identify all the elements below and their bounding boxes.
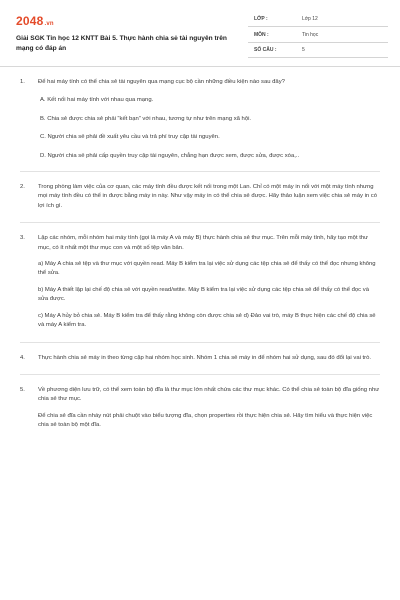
question-number: 1. <box>20 79 25 85</box>
question-1 <box>20 78 380 161</box>
meta-value: Tin học <box>302 31 319 38</box>
logo-suffix: .vn <box>44 21 54 27</box>
question-number: 4. <box>20 354 25 361</box>
answer-option-a: A. Kết nối hai máy tính với nhau qua mạng. <box>40 97 154 104</box>
question-number: 2. <box>20 184 25 191</box>
question-paragraph: Để chia sẻ đĩa cần nháy nút phải chuột vào biểu tượng đĩa, chọn properties rồi thực hiện chia sẻ. Hãy tìm hiểu và thực hiện việc chia sẻ toàn bộ một đĩa. <box>38 412 373 429</box>
site-logo[interactable] <box>16 14 54 28</box>
question-list <box>20 78 380 431</box>
meta-row-subject <box>248 30 388 43</box>
question-part-a: a) Máy A chia sẻ tệp và thư mục với quyền read. Máy B kiểm tra lại việc sử dụng các tệp chia sẻ để thấy có thể đọc nhưng không thể sửa. <box>38 261 376 277</box>
question-number: 5. <box>20 386 25 393</box>
question-2 <box>20 183 380 211</box>
question-text: Trong phòng làm việc của cơ quan, các máy tính đều được kết nối trong một Lan. Chỉ có một máy in nối với một máy tính nhưng mọi máy tính đều có thể in được bằng máy in này. Như vậy máy in có thể chia sẻ được. Hãy thảo luận xem việc chia sẻ máy in có lợi ích gì. <box>38 184 378 209</box>
meta-table <box>248 14 388 61</box>
answer-option-b: B. Chia sẻ được chia sẻ phải “kết bạn” với nhau, tương tự như trên mạng xã hội. <box>40 115 252 122</box>
meta-row-count <box>248 45 388 58</box>
header-divider <box>0 66 400 67</box>
document-header <box>16 14 388 64</box>
question-part-b: b) Máy A thiết lập lại chế độ chia sẻ với quyền read/wtite. Máy B kiểm tra lại việc sử dụng các tệp chia sẻ để thấy có thể đọc và sửa được. <box>38 286 369 303</box>
answer-option-c: C. Người chia sẻ phải đề xuất yêu cầu và trả phí truy cập tài nguyên. <box>40 134 220 141</box>
question-divider <box>20 342 380 343</box>
question-text: Về phương diện lưu trữ, có thể xem toàn bộ đĩa là thư mục lớn nhất chứa các thư mục khác. Có thể chia sẻ toàn bộ đĩa giống như chia sẻ thư mục. <box>38 386 380 403</box>
meta-value: Lớp 12 <box>302 16 318 22</box>
question-number: 3. <box>20 235 25 242</box>
logo-main: 2048 <box>16 14 44 28</box>
meta-value: 5 <box>302 47 305 53</box>
question-divider <box>20 222 380 223</box>
question-3 <box>20 234 380 330</box>
meta-label: MÔN : <box>254 31 269 38</box>
meta-label: LỚP : <box>254 16 268 22</box>
question-text: Thực hành chia sẻ máy in theo từng cặp hai nhóm học sinh. Nhóm 1 chia sẻ máy in để nhóm hai sử dụng, sau đó đổi lại vai trò. <box>38 354 372 361</box>
question-4 <box>20 354 380 363</box>
question-divider <box>20 374 380 375</box>
document-title: Giải SGK Tin học 12 KNTT Bài 5. Thực hành chia sẻ tài nguyên trên mạng có đáp án <box>16 35 227 52</box>
question-divider <box>20 171 380 172</box>
question-5 <box>20 386 380 431</box>
answer-option-d: D. Người chia sẻ phải cấp quyền truy cập tài nguyên, chẳng hạn được xem, được sửa, được xóa,.. <box>40 152 300 159</box>
question-text: Để hai máy tính có thể chia sẻ tài nguyên qua mạng cục bộ cần những điều kiện nào sau đây? <box>38 79 285 85</box>
meta-row-grade <box>248 14 388 27</box>
question-text: Lập các nhóm, mỗi nhóm hai máy tính (gọi là máy A và máy B) thực hành chia sẻ thư mục. Trên mỗi máy tính, hãy tạo một thư mục, có ít nhất một thư mục con và một số tệp văn bản. <box>38 235 369 251</box>
meta-label: SỐ CÂU : <box>254 47 277 53</box>
question-part-c: c) Máy A hủy bỏ chia sẻ. Máy B kiểm tra để thấy rằng không còn được chia sẻ d) Đảo vai trò, máy B thực hiện các chế độ chia sẻ và máy A kiểm tra. <box>38 312 376 329</box>
